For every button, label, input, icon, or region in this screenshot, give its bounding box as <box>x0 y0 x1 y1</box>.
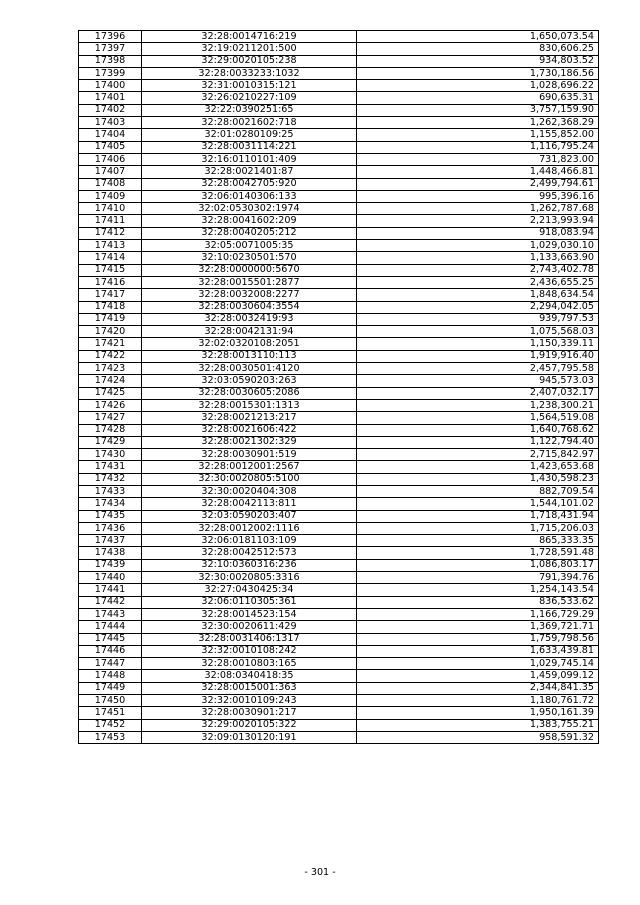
row-id-cell: 17450 <box>79 695 142 707</box>
amount-cell: 939,797.53 <box>357 313 599 325</box>
table-row <box>79 621 599 633</box>
row-id-cell: 17426 <box>79 399 142 411</box>
amount-cell: 2,499,794.61 <box>357 178 599 190</box>
table-row <box>79 547 599 559</box>
cadastral-number-cell: 32:28:0021602:718 <box>142 117 357 129</box>
row-id-cell: 17421 <box>79 338 142 350</box>
amount-cell: 1,633,439.81 <box>357 645 599 657</box>
cadastral-number-cell: 32:10:0360316:236 <box>142 559 357 571</box>
cadastral-number-cell: 32:28:0021401:87 <box>142 166 357 178</box>
table-row <box>79 608 599 620</box>
cadastral-number-cell: 32:28:0014716:219 <box>142 31 357 43</box>
table-row <box>79 104 599 116</box>
cadastral-number-cell: 32:30:0020805:5100 <box>142 473 357 485</box>
amount-cell: 1,116,795.24 <box>357 141 599 153</box>
table-row <box>79 141 599 153</box>
table-row <box>79 449 599 461</box>
table-row <box>79 117 599 129</box>
row-id-cell: 17403 <box>79 117 142 129</box>
table-row <box>79 326 599 338</box>
row-id-cell: 17415 <box>79 264 142 276</box>
table-row <box>79 498 599 510</box>
row-id-cell: 17398 <box>79 55 142 67</box>
table-row <box>79 695 599 707</box>
cadastral-number-cell: 32:28:0030604:3554 <box>142 301 357 313</box>
table-row <box>79 92 599 104</box>
row-id-cell: 17408 <box>79 178 142 190</box>
amount-cell: 1,650,073.54 <box>357 31 599 43</box>
row-id-cell: 17424 <box>79 375 142 387</box>
amount-cell: 1,075,568.03 <box>357 326 599 338</box>
row-id-cell: 17436 <box>79 522 142 534</box>
amount-cell: 958,591.32 <box>357 731 599 743</box>
amount-cell: 934,803.52 <box>357 55 599 67</box>
row-id-cell: 17396 <box>79 31 142 43</box>
amount-cell: 1,086,803.17 <box>357 559 599 571</box>
cadastral-number-cell: 32:28:0021302:329 <box>142 436 357 448</box>
cadastral-number-cell: 32:28:0013110:113 <box>142 350 357 362</box>
amount-cell: 1,728,591.48 <box>357 547 599 559</box>
cadastral-number-cell: 32:19:0211201:500 <box>142 43 357 55</box>
table-row <box>79 572 599 584</box>
table-row <box>79 289 599 301</box>
row-id-cell: 17453 <box>79 731 142 743</box>
cadastral-number-cell: 32:03:0590203:263 <box>142 375 357 387</box>
cadastral-number-cell: 32:22:0390251:65 <box>142 104 357 116</box>
row-id-cell: 17440 <box>79 572 142 584</box>
amount-cell: 2,743,402.78 <box>357 264 599 276</box>
row-id-cell: 17449 <box>79 682 142 694</box>
table-row <box>79 55 599 67</box>
cadastral-number-cell: 32:28:0015001:363 <box>142 682 357 694</box>
cadastral-number-cell: 32:28:0030901:217 <box>142 707 357 719</box>
row-id-cell: 17412 <box>79 227 142 239</box>
row-id-cell: 17399 <box>79 67 142 79</box>
amount-cell: 1,166,729.29 <box>357 608 599 620</box>
cadastral-number-cell: 32:28:0042705:920 <box>142 178 357 190</box>
row-id-cell: 17435 <box>79 510 142 522</box>
amount-cell: 1,430,598.23 <box>357 473 599 485</box>
page-number: - 301 - <box>304 867 336 878</box>
cadastral-number-cell: 32:28:0012002:1116 <box>142 522 357 534</box>
row-id-cell: 17402 <box>79 104 142 116</box>
table-row <box>79 658 599 670</box>
table-row <box>79 166 599 178</box>
row-id-cell: 17414 <box>79 252 142 264</box>
row-id-cell: 17442 <box>79 596 142 608</box>
amount-cell: 1,133,663.90 <box>357 252 599 264</box>
cadastral-number-cell: 32:28:0030901:519 <box>142 449 357 461</box>
cadastral-number-cell: 32:02:0530302:1974 <box>142 203 357 215</box>
cadastral-number-cell: 32:06:0110305:361 <box>142 596 357 608</box>
amount-cell: 2,457,795.58 <box>357 363 599 375</box>
cadastral-number-cell: 32:09:0130120:191 <box>142 731 357 743</box>
row-id-cell: 17410 <box>79 203 142 215</box>
row-id-cell: 17433 <box>79 485 142 497</box>
row-id-cell: 17407 <box>79 166 142 178</box>
table-row <box>79 719 599 731</box>
cadastral-number-cell: 32:16:0110101:409 <box>142 153 357 165</box>
row-id-cell: 17428 <box>79 424 142 436</box>
row-id-cell: 17418 <box>79 301 142 313</box>
table-row <box>79 252 599 264</box>
table-row <box>79 215 599 227</box>
table-row <box>79 375 599 387</box>
amount-cell: 1,180,761.72 <box>357 695 599 707</box>
amount-cell: 882,709.54 <box>357 485 599 497</box>
cadastral-number-cell: 32:26:0210227:109 <box>142 92 357 104</box>
amount-cell: 2,436,655.25 <box>357 276 599 288</box>
row-id-cell: 17430 <box>79 449 142 461</box>
row-id-cell: 17400 <box>79 80 142 92</box>
table-row <box>79 436 599 448</box>
cadastral-number-cell: 32:03:0590203:407 <box>142 510 357 522</box>
row-id-cell: 17409 <box>79 190 142 202</box>
cadastral-number-cell: 32:28:0012001:2567 <box>142 461 357 473</box>
cadastral-number-cell: 32:28:0000000:5670 <box>142 264 357 276</box>
row-id-cell: 17444 <box>79 621 142 633</box>
row-id-cell: 17401 <box>79 92 142 104</box>
amount-cell: 3,757,159.90 <box>357 104 599 116</box>
cadastral-number-cell: 32:06:0140306:133 <box>142 190 357 202</box>
amount-cell: 2,294,042.05 <box>357 301 599 313</box>
row-id-cell: 17438 <box>79 547 142 559</box>
row-id-cell: 17437 <box>79 535 142 547</box>
row-id-cell: 17452 <box>79 719 142 731</box>
table-row <box>79 535 599 547</box>
cadastral-number-cell: 32:28:0030605:2086 <box>142 387 357 399</box>
amount-cell: 2,407,032.17 <box>357 387 599 399</box>
row-id-cell: 17441 <box>79 584 142 596</box>
cadastral-number-cell: 32:28:0032008:2277 <box>142 289 357 301</box>
amount-cell: 731,823.00 <box>357 153 599 165</box>
table-row <box>79 559 599 571</box>
amount-cell: 1,544,101.02 <box>357 498 599 510</box>
cadastral-number-cell: 32:10:0230501:570 <box>142 252 357 264</box>
row-id-cell: 17447 <box>79 658 142 670</box>
table-row <box>79 399 599 411</box>
table-row <box>79 264 599 276</box>
cadastral-number-cell: 32:28:0015501:2877 <box>142 276 357 288</box>
amount-cell: 2,213,993.94 <box>357 215 599 227</box>
amount-cell: 1,029,745.14 <box>357 658 599 670</box>
amount-cell: 1,715,206.03 <box>357 522 599 534</box>
row-id-cell: 17425 <box>79 387 142 399</box>
table-row <box>79 129 599 141</box>
table-row <box>79 276 599 288</box>
table-row <box>79 510 599 522</box>
table-row <box>79 633 599 645</box>
cadastral-number-cell: 32:30:0020404:308 <box>142 485 357 497</box>
row-id-cell: 17411 <box>79 215 142 227</box>
row-id-cell: 17406 <box>79 153 142 165</box>
cadastral-number-cell: 32:29:0020105:238 <box>142 55 357 67</box>
amount-cell: 1,759,798.56 <box>357 633 599 645</box>
cadastral-number-cell: 32:06:0181103:109 <box>142 535 357 547</box>
row-id-cell: 17431 <box>79 461 142 473</box>
row-id-cell: 17439 <box>79 559 142 571</box>
row-id-cell: 17427 <box>79 412 142 424</box>
cadastral-number-cell: 32:28:0010803:165 <box>142 658 357 670</box>
amount-cell: 1,150,339.11 <box>357 338 599 350</box>
table-row <box>79 387 599 399</box>
table-row <box>79 645 599 657</box>
row-id-cell: 17417 <box>79 289 142 301</box>
cadastral-number-cell: 32:02:0320108:2051 <box>142 338 357 350</box>
cadastral-number-cell: 32:32:0010108:242 <box>142 645 357 657</box>
cadastral-number-cell: 32:28:0042131:94 <box>142 326 357 338</box>
table-row <box>79 584 599 596</box>
row-id-cell: 17446 <box>79 645 142 657</box>
row-id-cell: 17443 <box>79 608 142 620</box>
amount-cell: 1,122,794.40 <box>357 436 599 448</box>
row-id-cell: 17445 <box>79 633 142 645</box>
amount-cell: 1,848,634.54 <box>357 289 599 301</box>
amount-cell: 1,423,653.68 <box>357 461 599 473</box>
row-id-cell: 17434 <box>79 498 142 510</box>
table-row <box>79 80 599 92</box>
cadastral-number-cell: 32:28:0042512:573 <box>142 547 357 559</box>
table-row <box>79 412 599 424</box>
row-id-cell: 17422 <box>79 350 142 362</box>
amount-cell: 2,344,841.35 <box>357 682 599 694</box>
amount-cell: 1,459,099.12 <box>357 670 599 682</box>
table-body <box>79 31 599 744</box>
amount-cell: 1,448,466.81 <box>357 166 599 178</box>
table-row <box>79 301 599 313</box>
amount-cell: 690,635.31 <box>357 92 599 104</box>
cadastral-number-cell: 32:28:0032419:93 <box>142 313 357 325</box>
table-row <box>79 461 599 473</box>
amount-cell: 1,718,431.94 <box>357 510 599 522</box>
table-row <box>79 731 599 743</box>
cadastral-number-cell: 32:28:0014523:154 <box>142 608 357 620</box>
amount-cell: 1,730,186.56 <box>357 67 599 79</box>
table-row <box>79 670 599 682</box>
amount-cell: 1,950,161.39 <box>357 707 599 719</box>
row-id-cell: 17420 <box>79 326 142 338</box>
cadastral-number-cell: 32:28:0021606:422 <box>142 424 357 436</box>
amount-cell: 1,238,300.21 <box>357 399 599 411</box>
cadastral-number-cell: 32:28:0015301:1313 <box>142 399 357 411</box>
table-row <box>79 522 599 534</box>
table-row <box>79 363 599 375</box>
amount-cell: 1,564,519.08 <box>357 412 599 424</box>
row-id-cell: 17416 <box>79 276 142 288</box>
row-id-cell: 17419 <box>79 313 142 325</box>
table-row <box>79 485 599 497</box>
cadastral-number-cell: 32:28:0042113:811 <box>142 498 357 510</box>
table-row <box>79 338 599 350</box>
table-row <box>79 43 599 55</box>
row-id-cell: 17429 <box>79 436 142 448</box>
row-id-cell: 17404 <box>79 129 142 141</box>
table-row <box>79 31 599 43</box>
cadastral-number-cell: 32:32:0010109:243 <box>142 695 357 707</box>
amount-cell: 836,533.62 <box>357 596 599 608</box>
cadastral-number-cell: 32:29:0020105:322 <box>142 719 357 731</box>
cadastral-number-cell: 32:31:0010315:121 <box>142 80 357 92</box>
amount-cell: 1,383,755.21 <box>357 719 599 731</box>
row-id-cell: 17448 <box>79 670 142 682</box>
row-id-cell: 17432 <box>79 473 142 485</box>
amount-cell: 830,606.25 <box>357 43 599 55</box>
table-row <box>79 203 599 215</box>
row-id-cell: 17413 <box>79 240 142 252</box>
amount-cell: 918,083.94 <box>357 227 599 239</box>
row-id-cell: 17451 <box>79 707 142 719</box>
row-id-cell: 17423 <box>79 363 142 375</box>
amount-cell: 791,394.76 <box>357 572 599 584</box>
amount-cell: 1,254,143.54 <box>357 584 599 596</box>
table-row <box>79 227 599 239</box>
amount-cell: 1,262,368.29 <box>357 117 599 129</box>
table-row <box>79 190 599 202</box>
cadastral-number-cell: 32:27:0430425:34 <box>142 584 357 596</box>
table-row <box>79 153 599 165</box>
table-row <box>79 473 599 485</box>
cadastral-number-cell: 32:28:0030501:4120 <box>142 363 357 375</box>
data-table <box>78 30 599 744</box>
table-row <box>79 596 599 608</box>
cadastral-number-cell: 32:28:0021213:217 <box>142 412 357 424</box>
amount-cell: 1,262,787.68 <box>357 203 599 215</box>
row-id-cell: 17405 <box>79 141 142 153</box>
cadastral-number-cell: 32:05:0071005:35 <box>142 240 357 252</box>
cadastral-number-cell: 32:08:0340418:35 <box>142 670 357 682</box>
amount-cell: 1,640,768.62 <box>357 424 599 436</box>
table-row <box>79 682 599 694</box>
amount-cell: 1,369,721.71 <box>357 621 599 633</box>
amount-cell: 995,396.16 <box>357 190 599 202</box>
amount-cell: 945,573.03 <box>357 375 599 387</box>
table-row <box>79 350 599 362</box>
table-row <box>79 178 599 190</box>
amount-cell: 2,715,842.97 <box>357 449 599 461</box>
table-row <box>79 707 599 719</box>
cadastral-number-cell: 32:28:0041602:209 <box>142 215 357 227</box>
cadastral-number-cell: 32:28:0031406:1317 <box>142 633 357 645</box>
row-id-cell: 17397 <box>79 43 142 55</box>
table-row <box>79 313 599 325</box>
cadastral-number-cell: 32:30:0020611:429 <box>142 621 357 633</box>
amount-cell: 1,919,916.40 <box>357 350 599 362</box>
cadastral-number-cell: 32:30:0020805:3316 <box>142 572 357 584</box>
table-row <box>79 67 599 79</box>
amount-cell: 1,028,696.22 <box>357 80 599 92</box>
amount-cell: 1,155,852.00 <box>357 129 599 141</box>
cadastral-number-cell: 32:28:0040205:212 <box>142 227 357 239</box>
table-row <box>79 240 599 252</box>
amount-cell: 1,029,030.10 <box>357 240 599 252</box>
cadastral-number-cell: 32:28:0031114:221 <box>142 141 357 153</box>
cadastral-number-cell: 32:01:0280109:25 <box>142 129 357 141</box>
amount-cell: 865,333.35 <box>357 535 599 547</box>
table-row <box>79 424 599 436</box>
cadastral-number-cell: 32:28:0033233:1032 <box>142 67 357 79</box>
